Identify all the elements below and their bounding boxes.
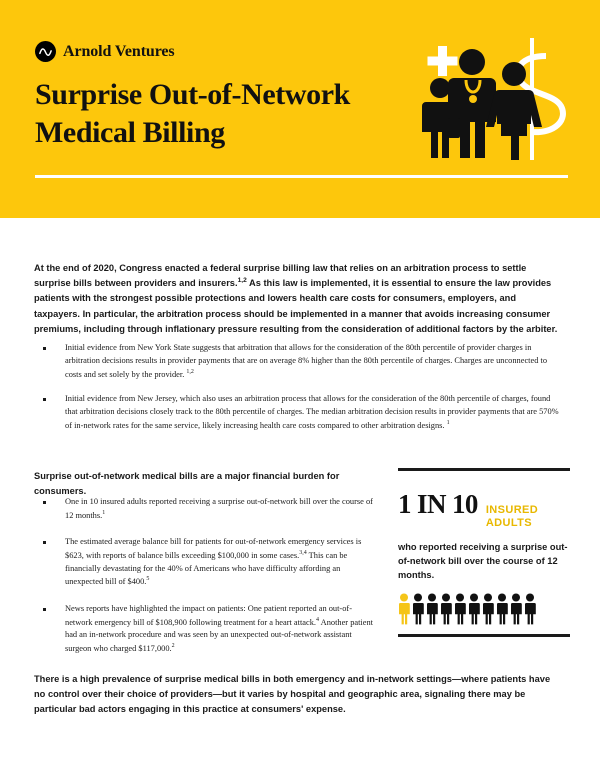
list-item-text: The estimated average balance bill for patients for out-of-network emergency services is $623, with reports of balance bills exceeding $100,000 in some cases. bbox=[65, 537, 362, 560]
brand-logo[interactable] bbox=[35, 41, 175, 62]
person-figure-icon bbox=[468, 593, 480, 625]
list-item-text: Initial evidence from New Jersey, which also uses an arbitration process that allows for the consideration of the 80th percentile of charges, found that arbitration decisions closely track to the 80th percentile of charges. The median arbitration decision results in provider payments that are 570% of in-network rates for the same service, likely increasing health care costs compared to other arbitration designs. bbox=[65, 394, 559, 430]
person-figure-icon bbox=[482, 593, 494, 625]
list-item-text: Initial evidence from New York State suggests that arbitration that allows for the consideration of the 80th percentile of provider charges in arbitration decisions results in provider payments that are on average 8% higher than the 80th percentile of charges. Charges are unconnected to costs and set solely by the provider. bbox=[65, 343, 548, 379]
footnote-ref: 1 bbox=[102, 509, 106, 516]
list-item bbox=[34, 393, 562, 432]
header-divider bbox=[35, 175, 568, 178]
av-monogram-icon bbox=[35, 41, 56, 62]
list-item bbox=[34, 342, 562, 381]
list-item bbox=[34, 496, 374, 522]
page-title bbox=[35, 76, 425, 152]
stat-description: who reported receiving a surprise out-of-network bill over the course of 12 months. bbox=[398, 542, 568, 581]
burden-bullet-list bbox=[34, 496, 374, 670]
bullet-dot-icon bbox=[43, 501, 46, 504]
callout-bottom-divider bbox=[398, 634, 570, 637]
intro-paragraph bbox=[34, 261, 559, 336]
callout-headline-row bbox=[398, 488, 570, 532]
stat-callout bbox=[398, 468, 570, 637]
footnote-ref: 4 bbox=[316, 616, 320, 623]
person-figure-icon bbox=[440, 593, 452, 625]
stat-emphasis bbox=[486, 504, 552, 532]
page-title-line-2: Medical Billing bbox=[35, 116, 225, 150]
list-item-text: News reports have highlighted the impact on patients: One patient reported an out-of-network emergency bill of $108,900 following treatment for a heart attack. bbox=[65, 603, 352, 627]
person-figure-icon bbox=[524, 593, 536, 625]
list-item-text-continued: Another patient had an in-network procedure and was seen by an unexpected out-of-network assistant surgeon who charged $117,000. bbox=[65, 617, 373, 653]
footnote-ref: 1 bbox=[446, 419, 450, 426]
stat-number: 1 IN 10 bbox=[398, 488, 478, 519]
callout-top-divider bbox=[398, 468, 570, 471]
person-figure-icon bbox=[412, 593, 424, 625]
person-figure-icon bbox=[454, 593, 466, 625]
intro-text-part-2: As this law is implemented, it is essential to ensure the law provides patients with the strongest possible protections and lowers health care costs for consumers, employers, and taxpayers. In particular, the arbitration process should be implemented in a manner that avoids increasing consumer premiums, including through inflationary pressure resulting from the consideration of additional factors by the arbiter. bbox=[34, 278, 558, 334]
brand-name: Arnold Ventures bbox=[63, 42, 175, 60]
section-heading: Surprise out-of-network medical bills are a major financial burden for consumers. bbox=[34, 470, 340, 496]
intro-text-part-1: At the end of 2020, Congress enacted a federal surprise billing law that relies on an arbitration process to settle surprise bills between providers and insurers. bbox=[34, 263, 527, 289]
pictogram-people-row bbox=[398, 593, 570, 625]
medical-cross-icon bbox=[428, 46, 458, 76]
person-figure-icon bbox=[426, 593, 438, 625]
bullet-dot-icon bbox=[43, 347, 46, 350]
header-band bbox=[0, 0, 600, 218]
list-item-text-continued: This can be financially devastating for the 40% of Americans who have difficulty affording an unexpected bill of $400. bbox=[65, 550, 348, 587]
closing-paragraph: There is a high prevalence of surprise medical bills in both emergency and in-network settings—where patients have no control over their choice of providers—but it varies by hospital and geographic area, signaling there may be particular bad actors engaging in this practice at consumers' expense. bbox=[34, 674, 551, 715]
footnote-ref: 5 bbox=[146, 576, 150, 583]
bullet-dot-icon bbox=[43, 398, 46, 401]
bullet-dot-icon bbox=[43, 541, 46, 544]
bullet-dot-icon bbox=[43, 608, 46, 611]
list-item bbox=[34, 536, 374, 589]
header-illustration bbox=[418, 36, 573, 166]
stat-emphasis-line-2: ADULTS bbox=[485, 517, 533, 530]
person-figure-icon-highlighted bbox=[398, 593, 410, 625]
page-title-line-1: Surprise Out-of-Network bbox=[35, 78, 350, 111]
person-figure-icon bbox=[496, 593, 508, 625]
list-item bbox=[34, 603, 374, 656]
arbitration-bullet-list bbox=[34, 342, 562, 432]
stat-emphasis-line-1: INSURED bbox=[485, 503, 539, 516]
person-figure-icon bbox=[510, 593, 522, 625]
footnote-ref: 3,4 bbox=[299, 550, 307, 557]
intro-footnote-ref: 1,2 bbox=[237, 277, 247, 285]
footnote-ref: 2 bbox=[171, 643, 175, 650]
list-item-text: One in 10 insured adults reported receiving a surprise out-of-network bill over the course of 12 months. bbox=[65, 497, 373, 520]
footnote-ref: 1,2 bbox=[186, 368, 194, 375]
